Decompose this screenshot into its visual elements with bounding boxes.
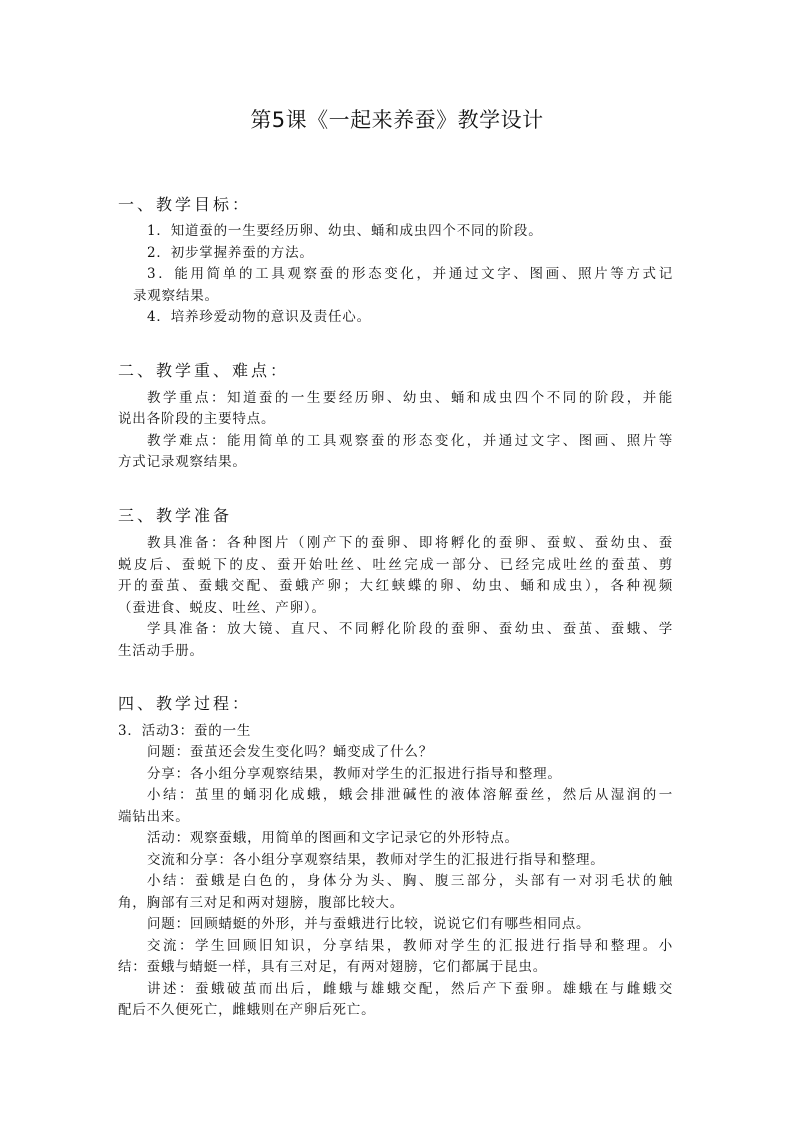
paragraph-line: 端钻出来。 — [118, 809, 190, 825]
section-heading-key-points: 二、教学重、难点： — [118, 361, 290, 380]
paragraph-line: 蜕皮后、蚕蜕下的皮、蚕开始吐丝、吐丝完成一部分、已经完成吐丝的蚕茧、剪 — [118, 557, 673, 573]
paragraph-line: 活动：观察蚕蛾，用简单的图画和文字记录它的外形特点。 — [147, 830, 519, 846]
paragraph-line: 讲述：蚕蛾破茧而出后，雌蛾与雄蛾交配，然后产下蚕卵。雄蛾在与雌蛾交 — [147, 981, 673, 997]
paragraph-line: 教学难点：能用简单的工具观察蚕的形态变化，并通过文字、图画、照片等 — [147, 433, 673, 449]
paragraph-line: 问题：蚕茧还会发生变化吗？蛹变成了什么？ — [147, 744, 433, 760]
section-heading-preparation: 三、教学准备 — [118, 506, 233, 525]
objective-item: 1．知道蚕的一生要经历卵、幼虫、蛹和成虫四个不同的阶段。 — [147, 223, 543, 239]
paragraph-line: 3．活动3：蚕的一生 — [118, 723, 252, 739]
paragraph-line: 教学重点：知道蚕的一生要经历卵、幼虫、蛹和成虫四个不同的阶段，并能 — [147, 390, 673, 406]
paragraph-line: 角，胸部有三对足和两对翅膀，腹部比较大。 — [118, 895, 404, 911]
paragraph-line: 结：蚕蛾与蜻蜓一样，具有三对足，有两对翅膀，它们都属于昆虫。 — [118, 959, 547, 975]
objective-item: 4．培养珍爱动物的意识及责任心。 — [147, 309, 371, 325]
paragraph-line: 小结：茧里的蛹羽化成蛾，蛾会排泄碱性的液体溶解蚕丝，然后从湿润的一 — [147, 787, 673, 803]
paragraph-line: 配后不久便死亡，雌蛾则在产卵后死亡。 — [118, 1002, 376, 1018]
paragraph-line: 生活动手册。 — [118, 643, 204, 659]
section-heading-process: 四、教学过程： — [118, 694, 252, 713]
objective-item: 2．初步掌握养蚕的方法。 — [147, 245, 314, 261]
paragraph-line: 教具准备：各种图片（刚产下的蚕卵、即将孵化的蚕卵、蚕蚁、蚕幼虫、蚕 — [147, 535, 673, 551]
section-heading-objectives: 一、教学目标： — [118, 195, 252, 214]
paragraph-line: 小结：蚕蛾是白色的，身体分为头、胸、腹三部分，头部有一对羽毛状的触 — [147, 873, 673, 889]
paragraph-line: 交流：学生回顾旧知识，分享结果，教师对学生的汇报进行指导和整理。小 — [147, 938, 673, 954]
paragraph-line: （蚕进食、蜕皮、吐丝、产卵）。 — [118, 600, 326, 616]
paragraph-line: 开的蚕茧、蚕蛾交配、蚕蛾产卵；大红蛱蝶的卵、幼虫、蛹和成虫），各种视频 — [118, 578, 673, 594]
paragraph-line: 方式记录观察结果。 — [118, 454, 247, 470]
paragraph-line: 学具准备：放大镜、直尺、不同孵化阶段的蚕卵、蚕幼虫、蚕茧、蚕蛾、学 — [147, 621, 673, 637]
objective-item-continued: 录观察结果。 — [133, 288, 219, 304]
paragraph-line: 问题：回顾蜻蜓的外形，并与蚕蛾进行比较，说说它们有哪些相同点。 — [147, 916, 591, 932]
paragraph-line: 分享：各小组分享观察结果，教师对学生的汇报进行指导和整理。 — [147, 766, 562, 782]
paragraph-line: 交流和分享：各小组分享观察结果，教师对学生的汇报进行指导和整理。 — [147, 852, 605, 868]
objective-item: 3．能用简单的工具观察蚕的形态变化，并通过文字、图画、照片等方式记 — [147, 266, 673, 282]
page-title: 第5课《一起来养蚕》教学设计 — [250, 108, 544, 132]
paragraph-line: 说出各阶段的主要特点。 — [118, 411, 276, 427]
